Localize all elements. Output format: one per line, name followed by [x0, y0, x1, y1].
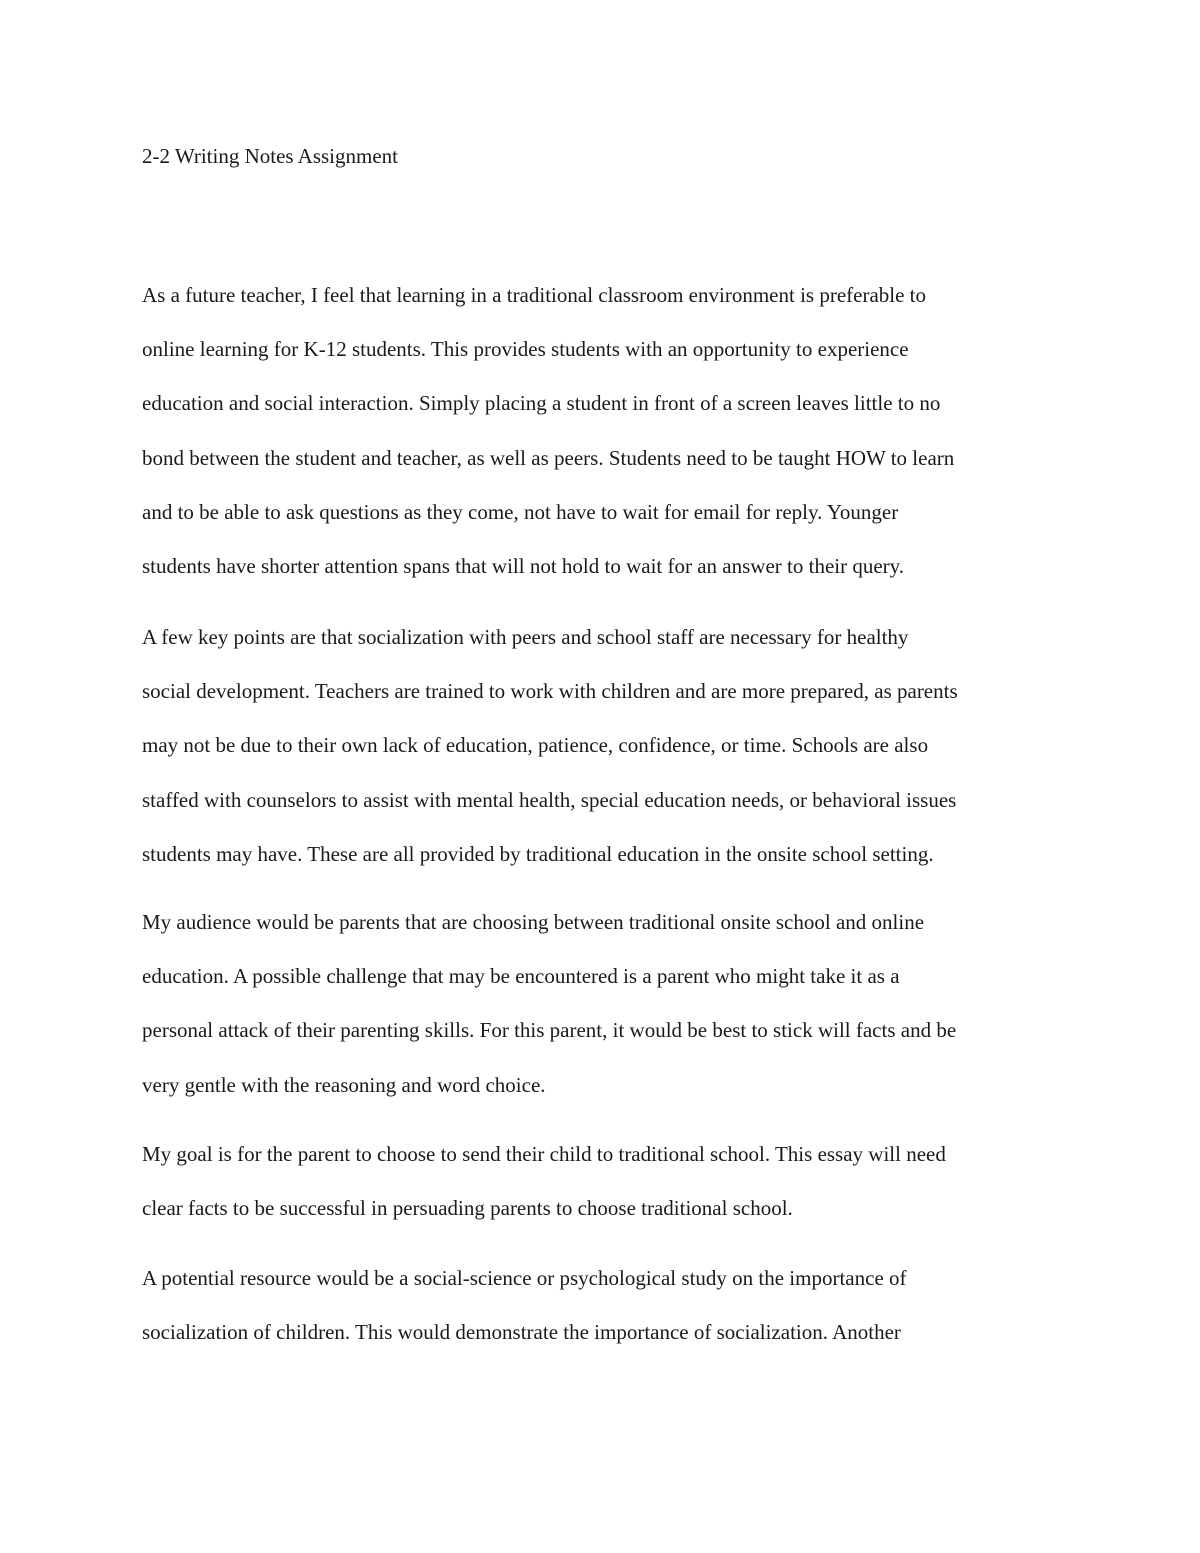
- paragraph-line: staffed with counselors to assist with mental health, special education needs, or behavioral issues: [142, 787, 957, 812]
- paragraph-line: very gentle with the reasoning and word choice.: [142, 1072, 546, 1097]
- paragraph-audience: [142, 895, 956, 1112]
- paragraph-line: may not be due to their own lack of education, patience, confidence, or time. Schools are also: [142, 733, 929, 758]
- paragraph-resources: [142, 1251, 907, 1359]
- paragraph-key-points: [142, 610, 958, 881]
- paragraph-line: My goal is for the parent to choose to send their child to traditional school. This essay will need: [142, 1142, 946, 1166]
- paragraph-line: and to be able to ask questions as they come, not have to wait for email for reply. Younger: [142, 499, 899, 524]
- paragraph-position-statement: [142, 268, 954, 593]
- paragraph-line: clear facts to be successful in persuading parents to choose traditional school.: [142, 1196, 793, 1221]
- paragraph-line: My audience would be parents that are choosing between traditional onsite school and online: [142, 910, 925, 934]
- paragraph-line: online learning for K-12 students. This provides students with an opportunity to experience: [142, 337, 909, 362]
- paragraph-line: A potential resource would be a social-science or psychological study on the importance of: [142, 1266, 907, 1290]
- paragraph-line: education and social interaction. Simply placing a student in front of a screen leaves little to no: [142, 391, 941, 416]
- paragraph-goal: [142, 1127, 946, 1235]
- document-title: 2-2 Writing Notes Assignment: [142, 144, 399, 168]
- paragraph-line: personal attack of their parenting skills. For this parent, it would be best to stick will facts and be: [142, 1018, 957, 1043]
- paragraph-line: social development. Teachers are trained to work with children and are more prepared, as parents: [142, 679, 958, 704]
- paragraph-line: socialization of children. This would demonstrate the importance of socialization. Another: [142, 1320, 901, 1345]
- paragraph-line: A few key points are that socialization with peers and school staff are necessary for healthy: [142, 625, 909, 649]
- paragraph-line: students have shorter attention spans that will not hold to wait for an answer to their query.: [142, 553, 905, 578]
- paragraph-line: bond between the student and teacher, as well as peers. Students need to be taught HOW to learn: [142, 445, 955, 470]
- paragraph-line: students may have. These are all provided by traditional education in the onsite school setting.: [142, 841, 934, 866]
- paragraph-line: education. A possible challenge that may be encountered is a parent who might take it as a: [142, 964, 900, 989]
- paragraph-line: As a future teacher, I feel that learning in a traditional classroom environment is preferable to: [142, 283, 927, 307]
